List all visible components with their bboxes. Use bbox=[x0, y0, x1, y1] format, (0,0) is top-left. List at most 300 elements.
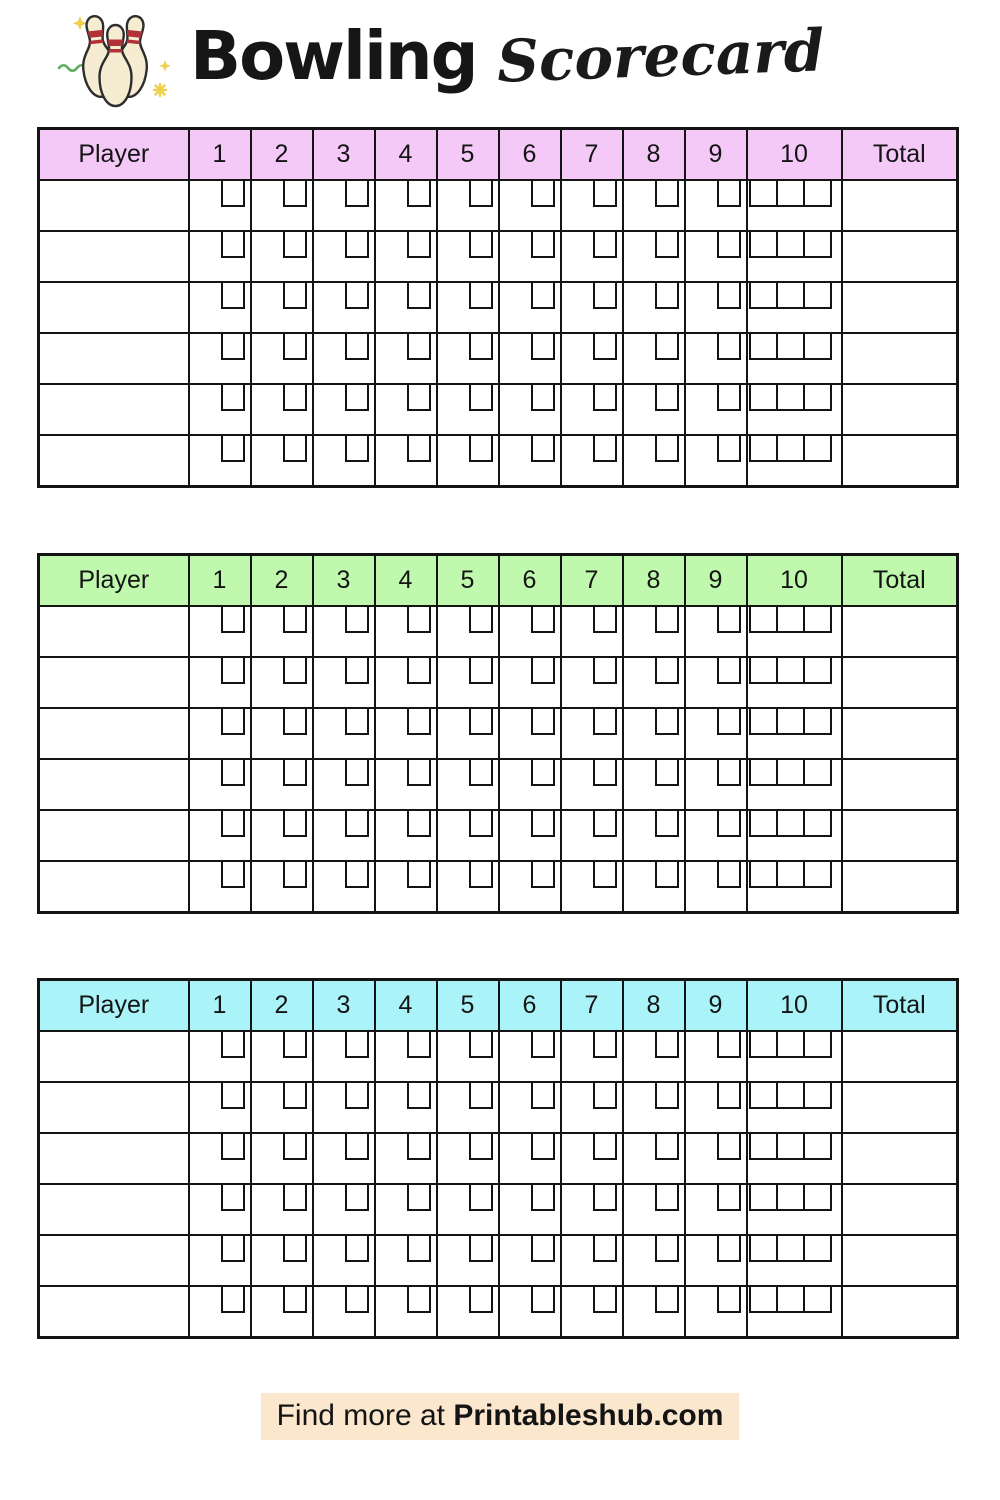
throw-box bbox=[717, 811, 741, 837]
frame-cell bbox=[561, 1082, 623, 1133]
throw-box bbox=[283, 862, 307, 888]
score-row bbox=[39, 180, 958, 231]
throw-box bbox=[803, 334, 832, 360]
frame-cell bbox=[499, 1133, 561, 1184]
throw-box bbox=[469, 436, 493, 462]
frame-cell bbox=[375, 333, 437, 384]
frame-cell bbox=[437, 282, 499, 333]
throw-box bbox=[776, 1032, 805, 1058]
throw-box bbox=[469, 1134, 493, 1160]
throw-box bbox=[717, 232, 741, 258]
throw-box bbox=[531, 862, 555, 888]
frame-cell bbox=[313, 231, 375, 282]
player-name-cell bbox=[39, 759, 189, 810]
throw-box bbox=[221, 709, 245, 735]
column-header-1: 1 bbox=[189, 980, 251, 1032]
throw-box bbox=[717, 1185, 741, 1211]
column-header-player: Player bbox=[39, 129, 189, 181]
throw-box bbox=[776, 811, 805, 837]
throw-box bbox=[655, 181, 679, 207]
total-cell bbox=[842, 810, 958, 861]
footer-highlight bbox=[261, 1393, 740, 1440]
throw-box bbox=[345, 607, 369, 633]
frame-10-cell bbox=[747, 1082, 842, 1133]
frame-cell bbox=[313, 180, 375, 231]
column-header-6: 6 bbox=[499, 129, 561, 181]
player-name-cell bbox=[39, 282, 189, 333]
frame-cell bbox=[437, 384, 499, 435]
throw-box bbox=[717, 658, 741, 684]
frame-cell bbox=[499, 231, 561, 282]
throw-box bbox=[469, 1032, 493, 1058]
frame-cell bbox=[375, 1133, 437, 1184]
throw-box bbox=[469, 283, 493, 309]
throw-box bbox=[803, 181, 832, 207]
throw-box bbox=[531, 709, 555, 735]
frame-cell bbox=[189, 1082, 251, 1133]
throw-box bbox=[776, 862, 805, 888]
throw-box bbox=[345, 1083, 369, 1109]
frame-10-cell bbox=[747, 435, 842, 487]
throw-box bbox=[717, 1236, 741, 1262]
frame-cell bbox=[685, 435, 747, 487]
score-row bbox=[39, 1286, 958, 1338]
throw-box bbox=[407, 1032, 431, 1058]
throw-box bbox=[803, 760, 832, 786]
throw-box bbox=[469, 334, 493, 360]
player-name-cell bbox=[39, 810, 189, 861]
throw-box bbox=[803, 232, 832, 258]
player-name-cell bbox=[39, 180, 189, 231]
frame-cell bbox=[375, 1082, 437, 1133]
throw-box bbox=[803, 385, 832, 411]
frame-cell bbox=[189, 606, 251, 657]
column-header-10: 10 bbox=[747, 980, 842, 1032]
throw-box bbox=[221, 1287, 245, 1313]
frame-cell bbox=[251, 231, 313, 282]
column-header-4: 4 bbox=[375, 129, 437, 181]
total-cell bbox=[842, 333, 958, 384]
page-header bbox=[56, 2, 824, 110]
throw-box bbox=[749, 283, 778, 309]
throw-box bbox=[407, 811, 431, 837]
frame-cell bbox=[313, 1235, 375, 1286]
throw-box bbox=[776, 709, 805, 735]
frame-cell bbox=[189, 333, 251, 384]
frame-cell bbox=[685, 1184, 747, 1235]
throw-box bbox=[749, 334, 778, 360]
frame-cell bbox=[623, 759, 685, 810]
frame-cell bbox=[189, 1235, 251, 1286]
total-cell bbox=[842, 861, 958, 913]
throw-box bbox=[407, 1083, 431, 1109]
frame-10-cell bbox=[747, 282, 842, 333]
throw-box bbox=[655, 1236, 679, 1262]
throw-box bbox=[593, 811, 617, 837]
frame-cell bbox=[251, 180, 313, 231]
column-header-6: 6 bbox=[499, 555, 561, 607]
throw-box bbox=[749, 1083, 778, 1109]
throw-box bbox=[749, 1185, 778, 1211]
column-header-player: Player bbox=[39, 980, 189, 1032]
frame-cell bbox=[437, 180, 499, 231]
throw-box-group bbox=[749, 232, 832, 258]
throw-box bbox=[803, 658, 832, 684]
throw-box bbox=[283, 436, 307, 462]
column-header-2: 2 bbox=[251, 980, 313, 1032]
frame-cell bbox=[375, 435, 437, 487]
frame-cell bbox=[623, 333, 685, 384]
throw-box bbox=[655, 385, 679, 411]
frame-cell bbox=[499, 333, 561, 384]
throw-box bbox=[531, 1236, 555, 1262]
squiggle-icon bbox=[59, 65, 86, 71]
column-header-4: 4 bbox=[375, 555, 437, 607]
frame-cell bbox=[251, 1286, 313, 1338]
throw-box bbox=[531, 607, 555, 633]
throw-box bbox=[531, 811, 555, 837]
throw-box-group bbox=[749, 811, 832, 837]
throw-box bbox=[221, 658, 245, 684]
throw-box bbox=[749, 709, 778, 735]
throw-box bbox=[531, 1134, 555, 1160]
throw-box bbox=[283, 760, 307, 786]
frame-cell bbox=[499, 1031, 561, 1082]
throw-box bbox=[717, 709, 741, 735]
frame-cell bbox=[313, 384, 375, 435]
frame-cell bbox=[437, 1286, 499, 1338]
throw-box bbox=[593, 1032, 617, 1058]
frame-10-cell bbox=[747, 180, 842, 231]
throw-box bbox=[469, 862, 493, 888]
throw-box bbox=[655, 607, 679, 633]
footer-prefix: Find more at bbox=[276, 1399, 454, 1432]
frame-cell bbox=[685, 282, 747, 333]
frame-cell bbox=[685, 708, 747, 759]
throw-box bbox=[283, 385, 307, 411]
frame-cell bbox=[313, 333, 375, 384]
sparkle-icon bbox=[159, 60, 171, 72]
throw-box bbox=[531, 1287, 555, 1313]
player-name-cell bbox=[39, 231, 189, 282]
frame-cell bbox=[685, 657, 747, 708]
throw-box bbox=[407, 334, 431, 360]
score-row bbox=[39, 759, 958, 810]
frame-cell bbox=[437, 1082, 499, 1133]
throw-box bbox=[593, 1236, 617, 1262]
frame-cell bbox=[685, 606, 747, 657]
total-cell bbox=[842, 384, 958, 435]
throw-box bbox=[717, 1083, 741, 1109]
frame-cell bbox=[313, 1133, 375, 1184]
throw-box bbox=[776, 760, 805, 786]
frame-cell bbox=[623, 606, 685, 657]
frame-cell bbox=[313, 1031, 375, 1082]
frame-cell bbox=[561, 333, 623, 384]
throw-box bbox=[593, 1287, 617, 1313]
frame-cell bbox=[251, 1235, 313, 1286]
frame-cell bbox=[313, 1286, 375, 1338]
throw-box bbox=[803, 283, 832, 309]
throw-box-group bbox=[749, 1185, 832, 1211]
throw-box-group bbox=[749, 1083, 832, 1109]
column-header-10: 10 bbox=[747, 129, 842, 181]
header-row bbox=[39, 555, 958, 607]
throw-box-group bbox=[749, 385, 832, 411]
throw-box bbox=[469, 1287, 493, 1313]
frame-10-cell bbox=[747, 861, 842, 913]
scorecard-section-2 bbox=[37, 553, 959, 914]
frame-cell bbox=[685, 384, 747, 435]
frame-cell bbox=[437, 1184, 499, 1235]
frame-cell bbox=[499, 861, 561, 913]
player-name-cell bbox=[39, 1286, 189, 1338]
throw-box bbox=[717, 760, 741, 786]
frame-cell bbox=[313, 435, 375, 487]
total-cell bbox=[842, 1286, 958, 1338]
column-header-10: 10 bbox=[747, 555, 842, 607]
frame-cell bbox=[251, 657, 313, 708]
throw-box bbox=[221, 1236, 245, 1262]
frame-cell bbox=[251, 810, 313, 861]
throw-box bbox=[717, 385, 741, 411]
frame-cell bbox=[251, 708, 313, 759]
throw-box bbox=[345, 283, 369, 309]
frame-cell bbox=[251, 1184, 313, 1235]
throw-box bbox=[531, 436, 555, 462]
frame-cell bbox=[189, 1286, 251, 1338]
throw-box bbox=[221, 760, 245, 786]
throw-box bbox=[283, 1134, 307, 1160]
throw-box bbox=[776, 658, 805, 684]
column-header-8: 8 bbox=[623, 980, 685, 1032]
throw-box bbox=[469, 1083, 493, 1109]
frame-cell bbox=[313, 1082, 375, 1133]
frame-cell bbox=[251, 606, 313, 657]
frame-cell bbox=[561, 708, 623, 759]
frame-cell bbox=[561, 759, 623, 810]
throw-box bbox=[283, 1236, 307, 1262]
player-name-cell bbox=[39, 384, 189, 435]
frame-cell bbox=[623, 231, 685, 282]
frame-cell bbox=[499, 1082, 561, 1133]
throw-box bbox=[407, 658, 431, 684]
page-title-script: Scorecard bbox=[495, 16, 826, 96]
frame-10-cell bbox=[747, 759, 842, 810]
frame-cell bbox=[437, 333, 499, 384]
frame-cell bbox=[561, 435, 623, 487]
frame-10-cell bbox=[747, 1184, 842, 1235]
sparkle-icon bbox=[73, 16, 87, 30]
throw-box bbox=[531, 334, 555, 360]
frame-cell bbox=[623, 1133, 685, 1184]
frame-10-cell bbox=[747, 606, 842, 657]
frame-cell bbox=[499, 606, 561, 657]
column-header-2: 2 bbox=[251, 129, 313, 181]
throw-box bbox=[803, 709, 832, 735]
frame-cell bbox=[623, 180, 685, 231]
throw-box bbox=[469, 811, 493, 837]
total-cell bbox=[842, 1031, 958, 1082]
throw-box bbox=[655, 709, 679, 735]
frame-cell bbox=[189, 180, 251, 231]
frame-cell bbox=[189, 282, 251, 333]
throw-box bbox=[469, 709, 493, 735]
frame-cell bbox=[623, 708, 685, 759]
throw-box bbox=[803, 1185, 832, 1211]
column-header-9: 9 bbox=[685, 555, 747, 607]
throw-box bbox=[717, 1287, 741, 1313]
throw-box bbox=[749, 862, 778, 888]
player-name-cell bbox=[39, 708, 189, 759]
column-header-3: 3 bbox=[313, 129, 375, 181]
throw-box bbox=[345, 232, 369, 258]
frame-cell bbox=[189, 435, 251, 487]
frame-cell bbox=[561, 861, 623, 913]
frame-cell bbox=[685, 231, 747, 282]
total-cell bbox=[842, 435, 958, 487]
frame-cell bbox=[437, 657, 499, 708]
throw-box bbox=[776, 385, 805, 411]
frame-cell bbox=[437, 759, 499, 810]
throw-box bbox=[283, 1287, 307, 1313]
player-name-cell bbox=[39, 1031, 189, 1082]
throw-box bbox=[407, 436, 431, 462]
throw-box bbox=[749, 658, 778, 684]
frame-cell bbox=[313, 861, 375, 913]
bowling-pins-icon bbox=[56, 4, 176, 108]
throw-box bbox=[717, 334, 741, 360]
score-row bbox=[39, 1235, 958, 1286]
throw-box bbox=[221, 862, 245, 888]
frame-cell bbox=[375, 1235, 437, 1286]
throw-box bbox=[531, 283, 555, 309]
frame-cell bbox=[437, 231, 499, 282]
total-cell bbox=[842, 759, 958, 810]
throw-box bbox=[803, 1236, 832, 1262]
frame-cell bbox=[685, 1082, 747, 1133]
frame-cell bbox=[561, 231, 623, 282]
frame-cell bbox=[685, 861, 747, 913]
throw-box bbox=[283, 232, 307, 258]
throw-box bbox=[655, 1287, 679, 1313]
frame-cell bbox=[561, 384, 623, 435]
frame-cell bbox=[437, 435, 499, 487]
frame-cell bbox=[561, 657, 623, 708]
frame-cell bbox=[189, 1133, 251, 1184]
score-row bbox=[39, 384, 958, 435]
throw-box bbox=[776, 334, 805, 360]
throw-box-group bbox=[749, 1287, 832, 1313]
frame-cell bbox=[437, 708, 499, 759]
column-header-total: Total bbox=[842, 555, 958, 607]
column-header-6: 6 bbox=[499, 980, 561, 1032]
throw-box bbox=[776, 1287, 805, 1313]
frame-cell bbox=[437, 861, 499, 913]
throw-box bbox=[593, 862, 617, 888]
throw-box-group bbox=[749, 658, 832, 684]
frame-cell bbox=[251, 384, 313, 435]
throw-box bbox=[655, 658, 679, 684]
throw-box bbox=[749, 181, 778, 207]
score-row bbox=[39, 282, 958, 333]
frame-cell bbox=[685, 1133, 747, 1184]
player-name-cell bbox=[39, 333, 189, 384]
throw-box bbox=[803, 1287, 832, 1313]
throw-box bbox=[407, 760, 431, 786]
frame-cell bbox=[499, 1184, 561, 1235]
throw-box bbox=[283, 334, 307, 360]
throw-box bbox=[531, 1083, 555, 1109]
throw-box bbox=[593, 232, 617, 258]
frame-cell bbox=[623, 384, 685, 435]
throw-box bbox=[717, 1032, 741, 1058]
throw-box bbox=[345, 658, 369, 684]
frame-cell bbox=[375, 180, 437, 231]
throw-box bbox=[717, 1134, 741, 1160]
frame-cell bbox=[189, 759, 251, 810]
throw-box bbox=[776, 607, 805, 633]
frame-cell bbox=[561, 1031, 623, 1082]
scorecard-section-3 bbox=[37, 978, 959, 1339]
throw-box bbox=[803, 1134, 832, 1160]
throw-box bbox=[655, 232, 679, 258]
score-row bbox=[39, 606, 958, 657]
column-header-total: Total bbox=[842, 980, 958, 1032]
throw-box bbox=[345, 1236, 369, 1262]
total-cell bbox=[842, 606, 958, 657]
frame-cell bbox=[561, 1184, 623, 1235]
frame-cell bbox=[251, 282, 313, 333]
throw-box bbox=[283, 607, 307, 633]
throw-box bbox=[655, 1032, 679, 1058]
throw-box bbox=[345, 385, 369, 411]
throw-box bbox=[749, 436, 778, 462]
throw-box bbox=[221, 385, 245, 411]
frame-cell bbox=[561, 1235, 623, 1286]
frame-cell bbox=[685, 810, 747, 861]
frame-cell bbox=[251, 1082, 313, 1133]
frame-cell bbox=[685, 333, 747, 384]
header-row bbox=[39, 129, 958, 181]
throw-box bbox=[345, 862, 369, 888]
frame-cell bbox=[623, 1082, 685, 1133]
throw-box bbox=[221, 1185, 245, 1211]
throw-box bbox=[283, 1032, 307, 1058]
starburst-icon bbox=[154, 84, 166, 96]
throw-box bbox=[749, 1032, 778, 1058]
frame-cell bbox=[499, 384, 561, 435]
throw-box bbox=[407, 1287, 431, 1313]
score-row bbox=[39, 1133, 958, 1184]
frame-10-cell bbox=[747, 384, 842, 435]
frame-cell bbox=[499, 282, 561, 333]
total-cell bbox=[842, 231, 958, 282]
throw-box bbox=[803, 1032, 832, 1058]
frame-cell bbox=[313, 282, 375, 333]
throw-box-group bbox=[749, 1134, 832, 1160]
throw-box bbox=[407, 1185, 431, 1211]
throw-box bbox=[283, 811, 307, 837]
score-row bbox=[39, 333, 958, 384]
throw-box bbox=[776, 1185, 805, 1211]
column-header-1: 1 bbox=[189, 129, 251, 181]
frame-cell bbox=[623, 861, 685, 913]
throw-box bbox=[717, 862, 741, 888]
scorecard-table-1 bbox=[37, 127, 959, 488]
total-cell bbox=[842, 1082, 958, 1133]
throw-box bbox=[407, 385, 431, 411]
